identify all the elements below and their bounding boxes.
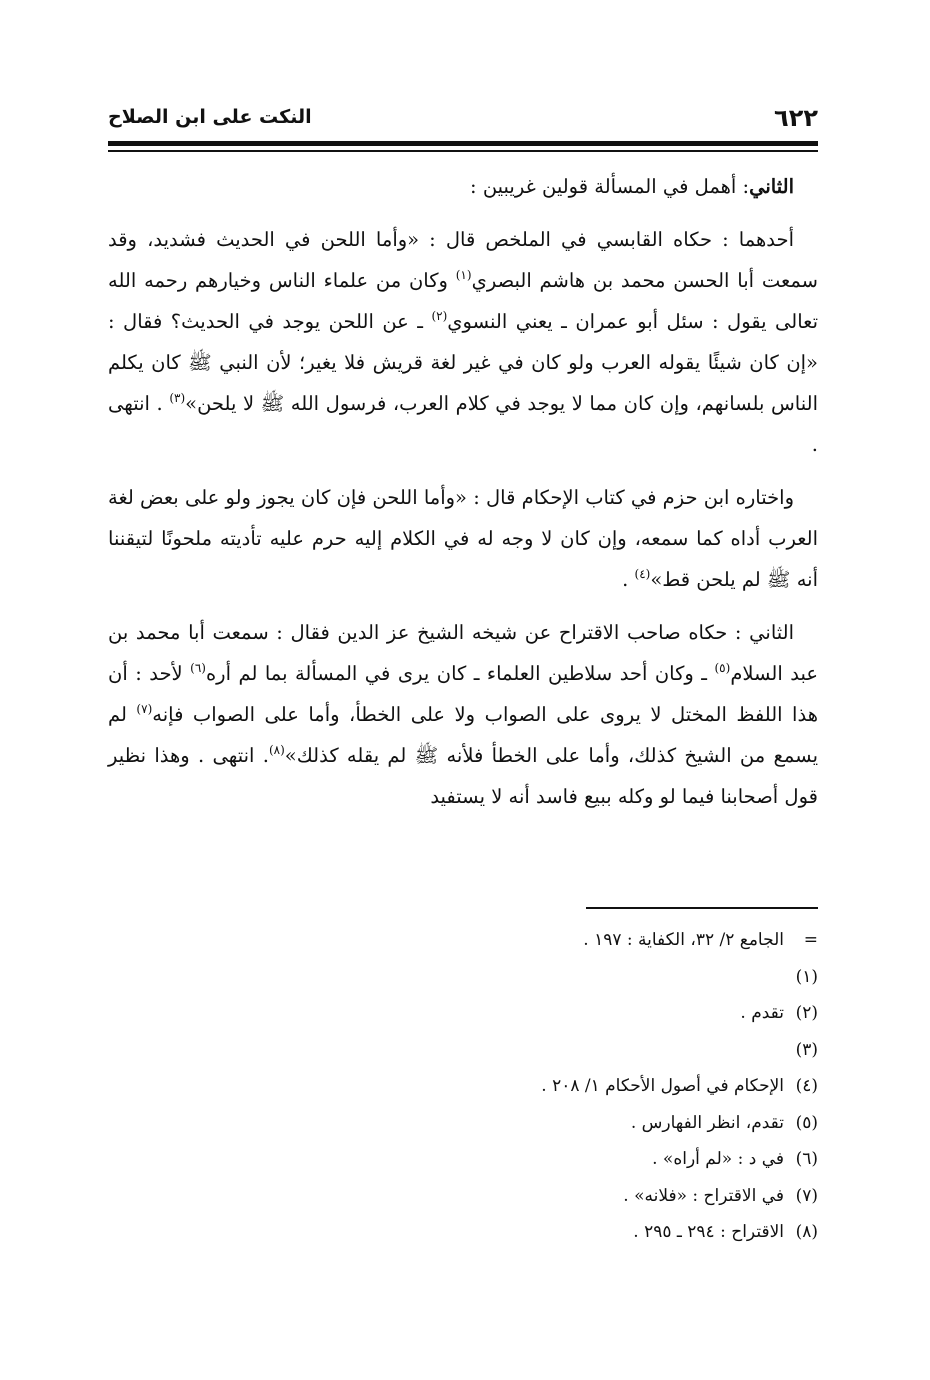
paragraph-lead: الثاني xyxy=(749,175,794,198)
footnote-ref-4[interactable]: (٤) xyxy=(634,567,651,581)
paragraph-text: لأحد : أن هذا اللفظ المختل لا يروى على الصواب ولا على الخطأ، وأما على الصواب فإنه xyxy=(108,662,818,726)
footnote-8 xyxy=(108,1214,818,1251)
footnote-ref-6[interactable]: (٦) xyxy=(190,661,206,675)
paragraph-1 xyxy=(108,166,818,207)
paragraph-text: الثاني : حكاه صاحب الاقتراح عن شيخه الشيخ عز الدين فقال : سمعت أبا محمد بن عبد السلام xyxy=(108,621,818,685)
header-rule-thick xyxy=(108,141,818,146)
footnote-text: الجامع ٢/ ٣٢، الكفاية : ١٩٧ . xyxy=(583,930,784,950)
paragraph-text: ـ عن اللحن يوجد في الحديث؟ فقال : «إن كان شيئًا يقوله العرب ولو كان في غير لغة قريش فلا يغير؛ لأن النبي ﷺ كان يكلم الناس بلسانهم، وإن كان مما لا يوجد في كلام العرب، فرسول الله ﷺ لا يلحن» xyxy=(108,310,818,415)
footnote-text: الاقتراح : ٢٩٤ ـ ٢٩٥ . xyxy=(633,1222,784,1242)
footnote-3 xyxy=(108,1032,818,1069)
footnote-text: في د : «لم أراه» . xyxy=(652,1149,784,1169)
paragraph-text: لم يسمع من الشيخ كذلك، وأما على الخطأ فلأنه ﷺ لم يقله كذلك» xyxy=(108,703,818,767)
footnote-number: (٦) xyxy=(795,1149,818,1169)
paragraph-text: أحدهما : حكاه القابسي في الملخص قال : «وأما اللحن في الحديث فشديد، وقد سمعت أبا الحسن محمد بن هاشم البصري xyxy=(108,228,818,292)
footnote-1 xyxy=(108,959,818,996)
footnote-7 xyxy=(108,1178,818,1215)
footnote-number: (٧) xyxy=(795,1185,818,1206)
footnote-number: (٣) xyxy=(795,1039,818,1060)
footnotes xyxy=(108,922,818,1251)
footnote-text: تقدم، انظر الفهارس . xyxy=(630,1112,784,1133)
footnote-number: (١) xyxy=(795,966,818,987)
paragraph-text: . انتهى . وهذا نظير قول أصحابنا فيما لو وكله ببيع فاسد أنه لا يستفيد xyxy=(108,744,818,808)
paragraph-3 xyxy=(108,477,818,600)
footnote-number: (٨) xyxy=(795,1222,818,1242)
paragraph-text: : أهمل في المسألة قولين غريبين : xyxy=(470,175,750,198)
footnote-number: (٢) xyxy=(795,1003,818,1023)
footnote-separator xyxy=(586,907,818,909)
paragraph-4 xyxy=(108,612,818,817)
footnote-ref-1[interactable]: (١) xyxy=(455,268,472,282)
footnote-ref-2[interactable]: (٢) xyxy=(431,309,448,323)
footnote-ref-3[interactable]: (٣) xyxy=(169,391,186,405)
footnote-number: (٥) xyxy=(795,1112,818,1133)
page-header xyxy=(108,100,818,140)
footnote-text: في الاقتراح : «فلانه» . xyxy=(623,1185,784,1206)
running-title: النكت على ابن الصلاح xyxy=(108,106,312,128)
header-rule-thin xyxy=(108,150,818,152)
paragraph-text: . xyxy=(622,568,635,591)
page-number: ٦٢٢ xyxy=(774,104,818,132)
footnote-number: (٤) xyxy=(795,1076,818,1096)
paragraph-text: ـ وكان أحد سلاطين العلماء ـ كان يرى في المسألة بما لم أره xyxy=(205,662,715,685)
paragraph-text: وكان من علماء الناس وخيارهم رحمه الله تعالى يقول : سئل أبو عمران ـ يعني النسوي xyxy=(108,269,818,333)
footnote-continuation xyxy=(108,922,818,959)
footnote-4 xyxy=(108,1068,818,1105)
footnote-ref-7[interactable]: (٧) xyxy=(136,702,153,716)
main-text xyxy=(108,166,818,829)
paragraph-text: . انتهى . xyxy=(108,392,818,456)
footnote-text: الإحكام في أصول الأحكام ١/ ٢٠٨ . xyxy=(541,1076,784,1096)
footnote-5 xyxy=(108,1105,818,1142)
footnote-2 xyxy=(108,995,818,1032)
footnote-ref-5[interactable]: (٥) xyxy=(714,661,731,675)
continuation-mark: = xyxy=(803,930,818,950)
paragraph-2 xyxy=(108,219,818,465)
paragraph-text: واختاره ابن حزم في كتاب الإحكام قال : «وأما اللحن فإن كان يجوز ولو على بعض لغة العرب أداه كما سمعه، وإن كان لا وجه له في الكلام إليه حرم عليه تأديته ملحونًا لتيقننا أنه ﷺ لم يلحن قط» xyxy=(108,486,818,591)
footnote-ref-8[interactable]: (٨) xyxy=(268,743,285,757)
footnote-6 xyxy=(108,1141,818,1178)
footnote-text: تقدم . xyxy=(740,1003,784,1023)
